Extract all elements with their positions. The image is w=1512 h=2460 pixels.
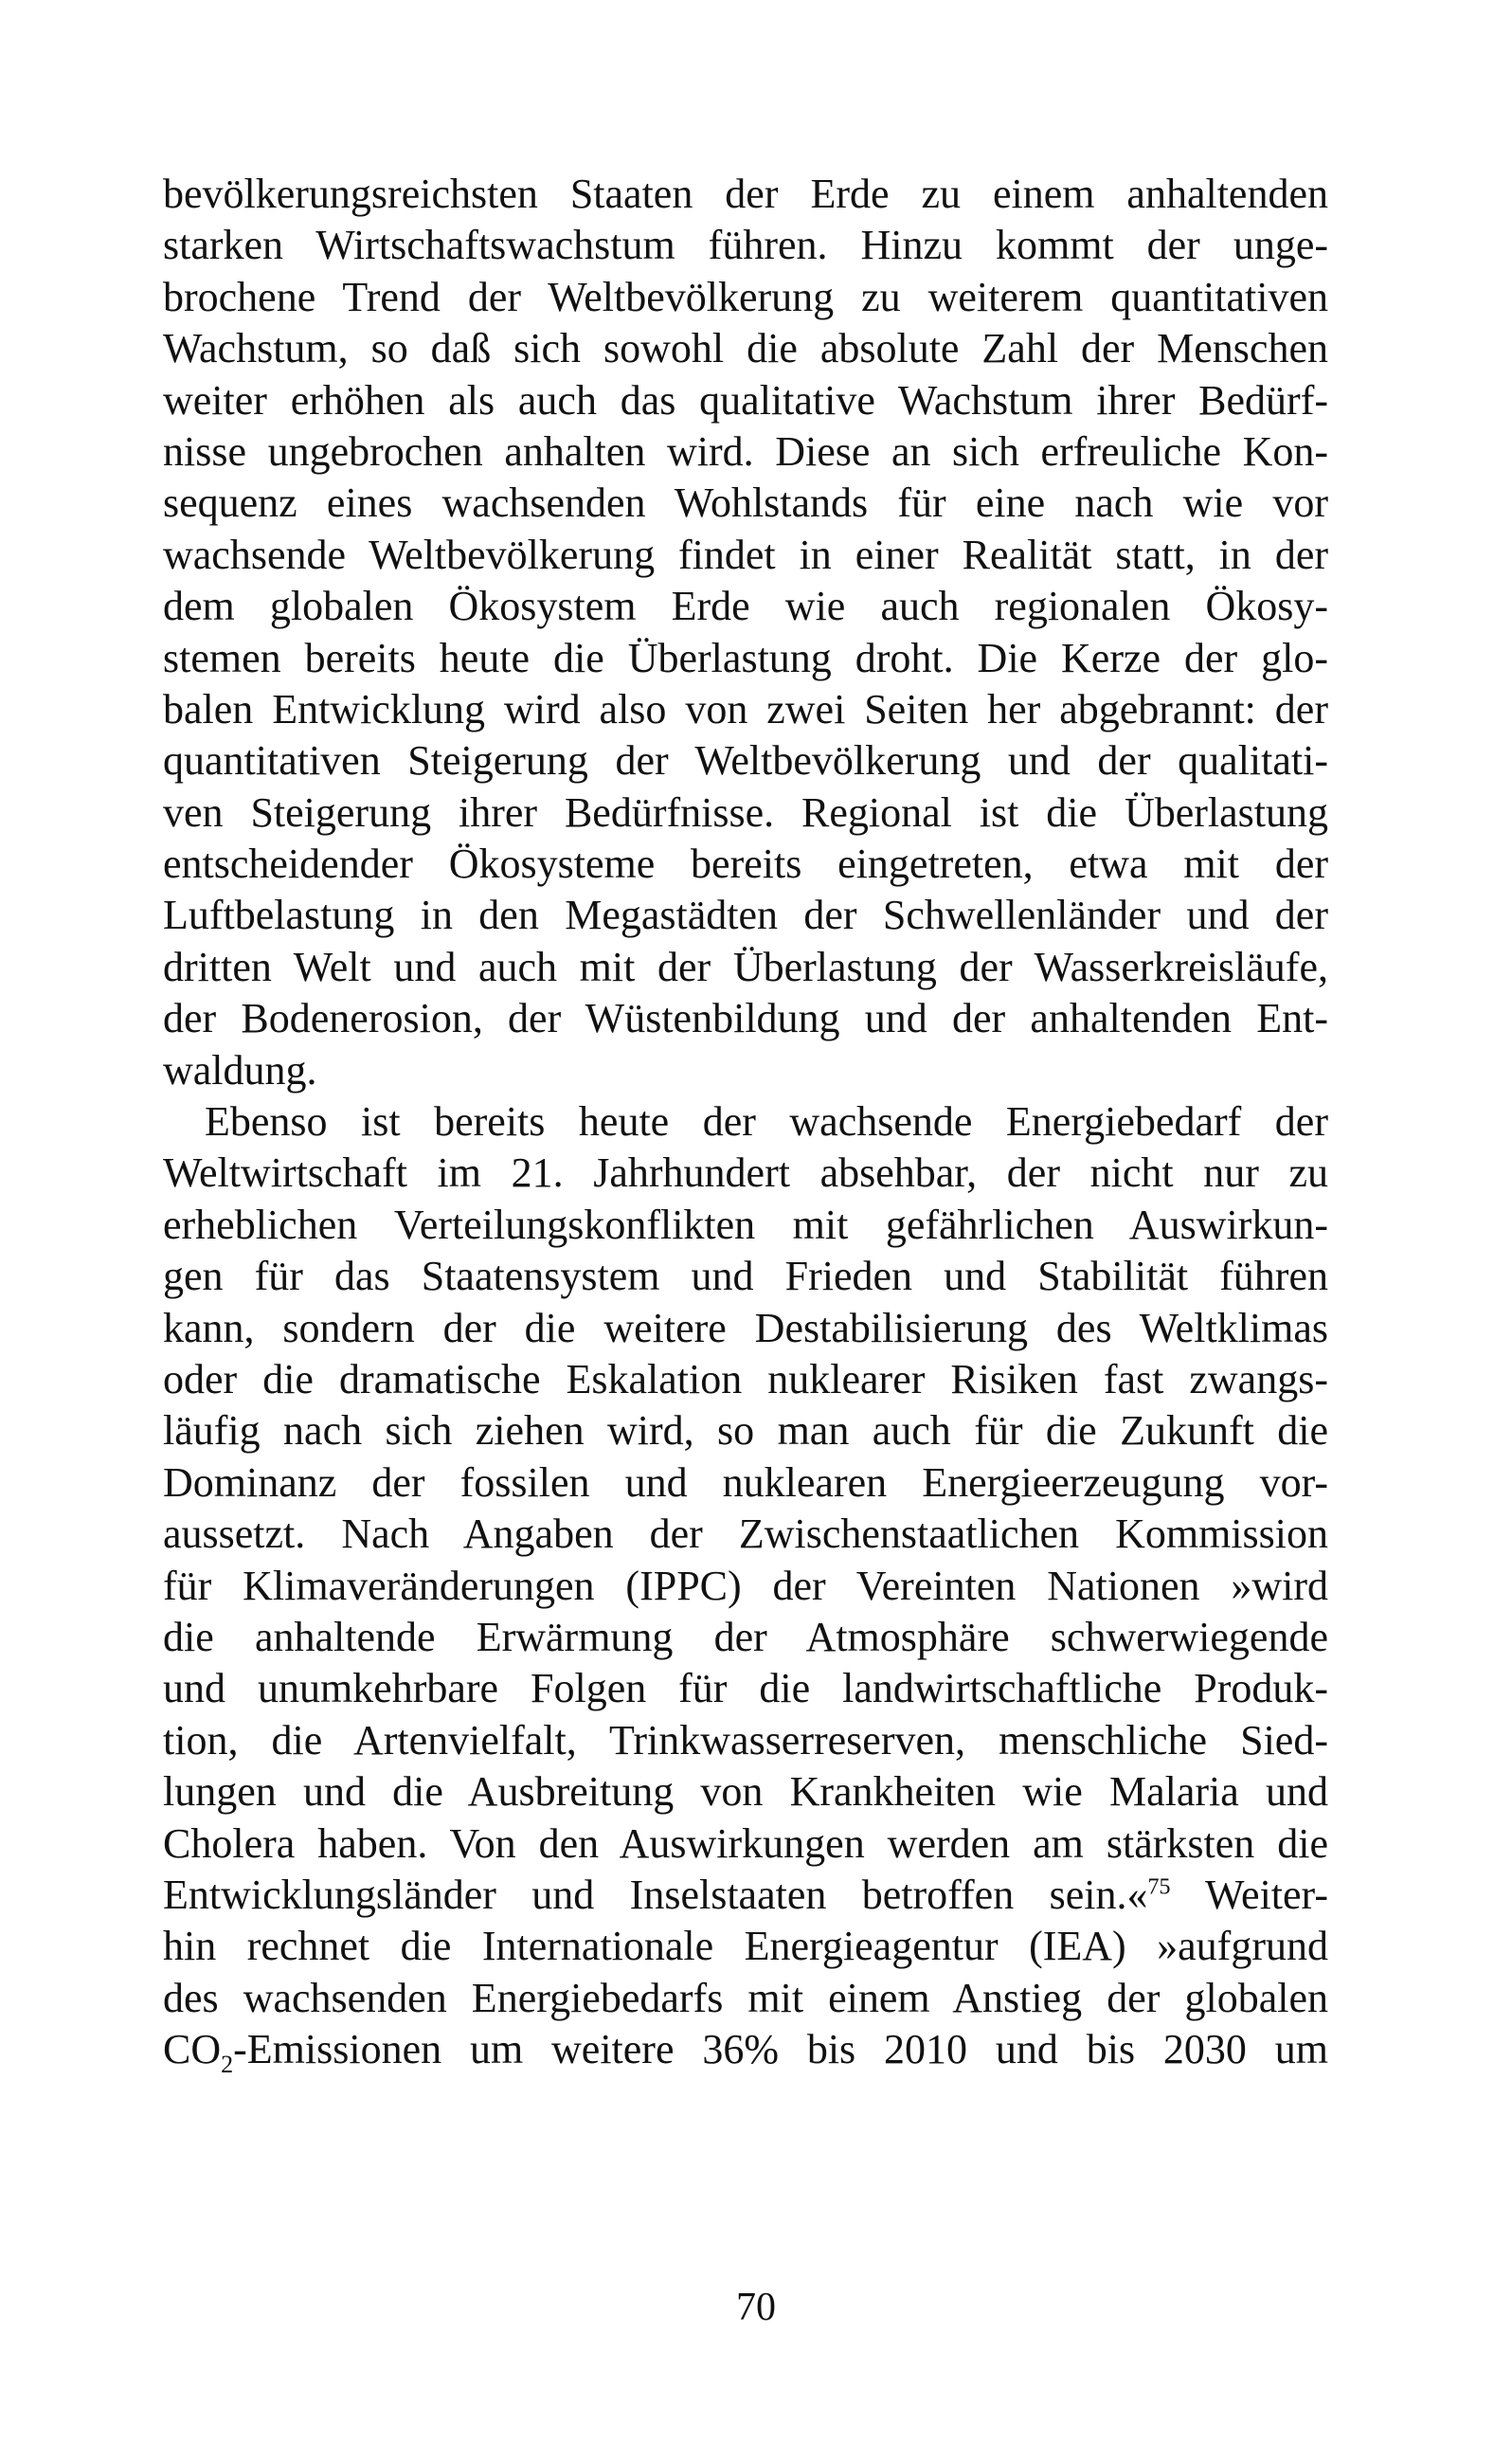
text-line: oder die dramatische Eskalation nuklearer Risiken fast zwangs-	[163, 1355, 1328, 1402]
paragraph-end-line: waldung.	[163, 1046, 317, 1094]
text-line: aussetzt. Nach Angaben der Zwischenstaatlichen Kommission	[163, 1510, 1328, 1558]
text-line: weiter erhöhen als auch das qualitative Wachstum ihrer Bedürf-	[163, 376, 1328, 424]
subscript: 2	[221, 2050, 234, 2078]
text-line: Dominanz der fossilen und nuklearen Energieerzeugung vor-	[163, 1458, 1328, 1506]
text-line: quantitativen Steigerung der Weltbevölkerung und der qualitati-	[163, 737, 1328, 785]
text-line: die anhaltende Erwärmung der Atmosphäre schwerwiegende	[163, 1613, 1328, 1660]
text-line: lungen und die Ausbreitung von Krankheiten wie Malaria und	[163, 1768, 1328, 1816]
text-line: bevölkerungsreichsten Staaten der Erde zu einem anhaltenden	[163, 171, 1328, 217]
text-line-with-subscript	[163, 2024, 1328, 2078]
text-line: ven Steigerung ihrer Bedürfnisse. Regional ist die Überlastung	[163, 788, 1328, 836]
text-line: Wachstum, so daß sich sowohl die absolute Zahl der Menschen	[163, 325, 1328, 372]
text-line: starken Wirtschaftswachstum führen. Hinzu kommt der unge-	[163, 222, 1328, 269]
text-line: dritten Welt und auch mit der Überlastung der Wasserkreisläufe,	[163, 943, 1328, 990]
text-line: tion, die Artenvielfalt, Trinkwasserreserven, menschliche Sied-	[163, 1716, 1328, 1764]
text-line: für Klimaveränderungen (IPPC) der Vereinten Nationen »wird	[163, 1562, 1328, 1609]
text-line: wachsende Weltbevölkerung findet in einer Realität statt, in der	[163, 531, 1328, 578]
text-line: erheblichen Verteilungskonflikten mit gefährlichen Auswirkun-	[163, 1201, 1328, 1248]
text-line: dem globalen Ökosystem Erde wie auch regionalen Ökosy-	[163, 583, 1328, 630]
text-line: sequenz eines wachsenden Wohlstands für eine nach wie vor	[163, 479, 1328, 527]
text-line: stemen bereits heute die Überlastung droht. Die Kerze der glo-	[163, 634, 1328, 681]
text-line: kann, sondern der die weitere Destabilisierung des Weltklimas	[163, 1304, 1328, 1351]
text-line-with-footnote	[163, 1870, 1328, 1921]
text-line: balen Entwicklung wird also von zwei Seiten her abgebrannt: der	[163, 685, 1328, 733]
body-text	[163, 169, 1328, 2078]
footnote-reference: 75	[1147, 1874, 1171, 1900]
text-line: brochene Trend der Weltbevölkerung zu weiterem quantitativen	[163, 273, 1328, 320]
text-line: gen für das Staatensystem und Frieden und Stabilität führen	[163, 1253, 1328, 1300]
text-line: der Bodenerosion, der Wüstenbildung und der anhaltenden Ent-	[163, 995, 1328, 1042]
text-line: Luftbelastung in den Megastädten der Schwellenländer und der	[163, 892, 1328, 939]
text-line: nisse ungebrochen anhalten wird. Diese an sich erfreuliche Kon-	[163, 427, 1328, 475]
text-line: entscheidender Ökosysteme bereits eingetreten, etwa mit der	[163, 841, 1328, 888]
text-line: Cholera haben. Von den Auswirkungen werden am stärksten die	[163, 1819, 1328, 1867]
text-line: des wachsenden Energiebedarfs mit einem Anstieg der globalen	[163, 1974, 1328, 2021]
line-part: CO	[163, 2026, 222, 2073]
line-part: Weiter-	[1170, 1871, 1328, 1918]
paragraph-start-line: Ebenso ist bereits heute der wachsende Energiebedarf der	[205, 1098, 1328, 1146]
text-line: hin rechnet die Internationale Energieagentur (IEA) »aufgrund	[163, 1923, 1328, 1970]
text-line: und unumkehrbare Folgen für die landwirtschaftliche Produk-	[163, 1665, 1328, 1712]
page-number: 70	[736, 2286, 776, 2329]
text-line: läufig nach sich ziehen wird, so man auch für die Zukunft die	[163, 1407, 1328, 1455]
line-part: Entwicklungsländer und Inselstaaten betroffen sein.«	[163, 1871, 1148, 1918]
text-line: Weltwirtschaft im 21. Jahrhundert absehbar, der nicht nur zu	[163, 1149, 1328, 1197]
line-part: -Emissionen um weitere 36% bis 2010 und bis 2030 um	[233, 2026, 1328, 2073]
